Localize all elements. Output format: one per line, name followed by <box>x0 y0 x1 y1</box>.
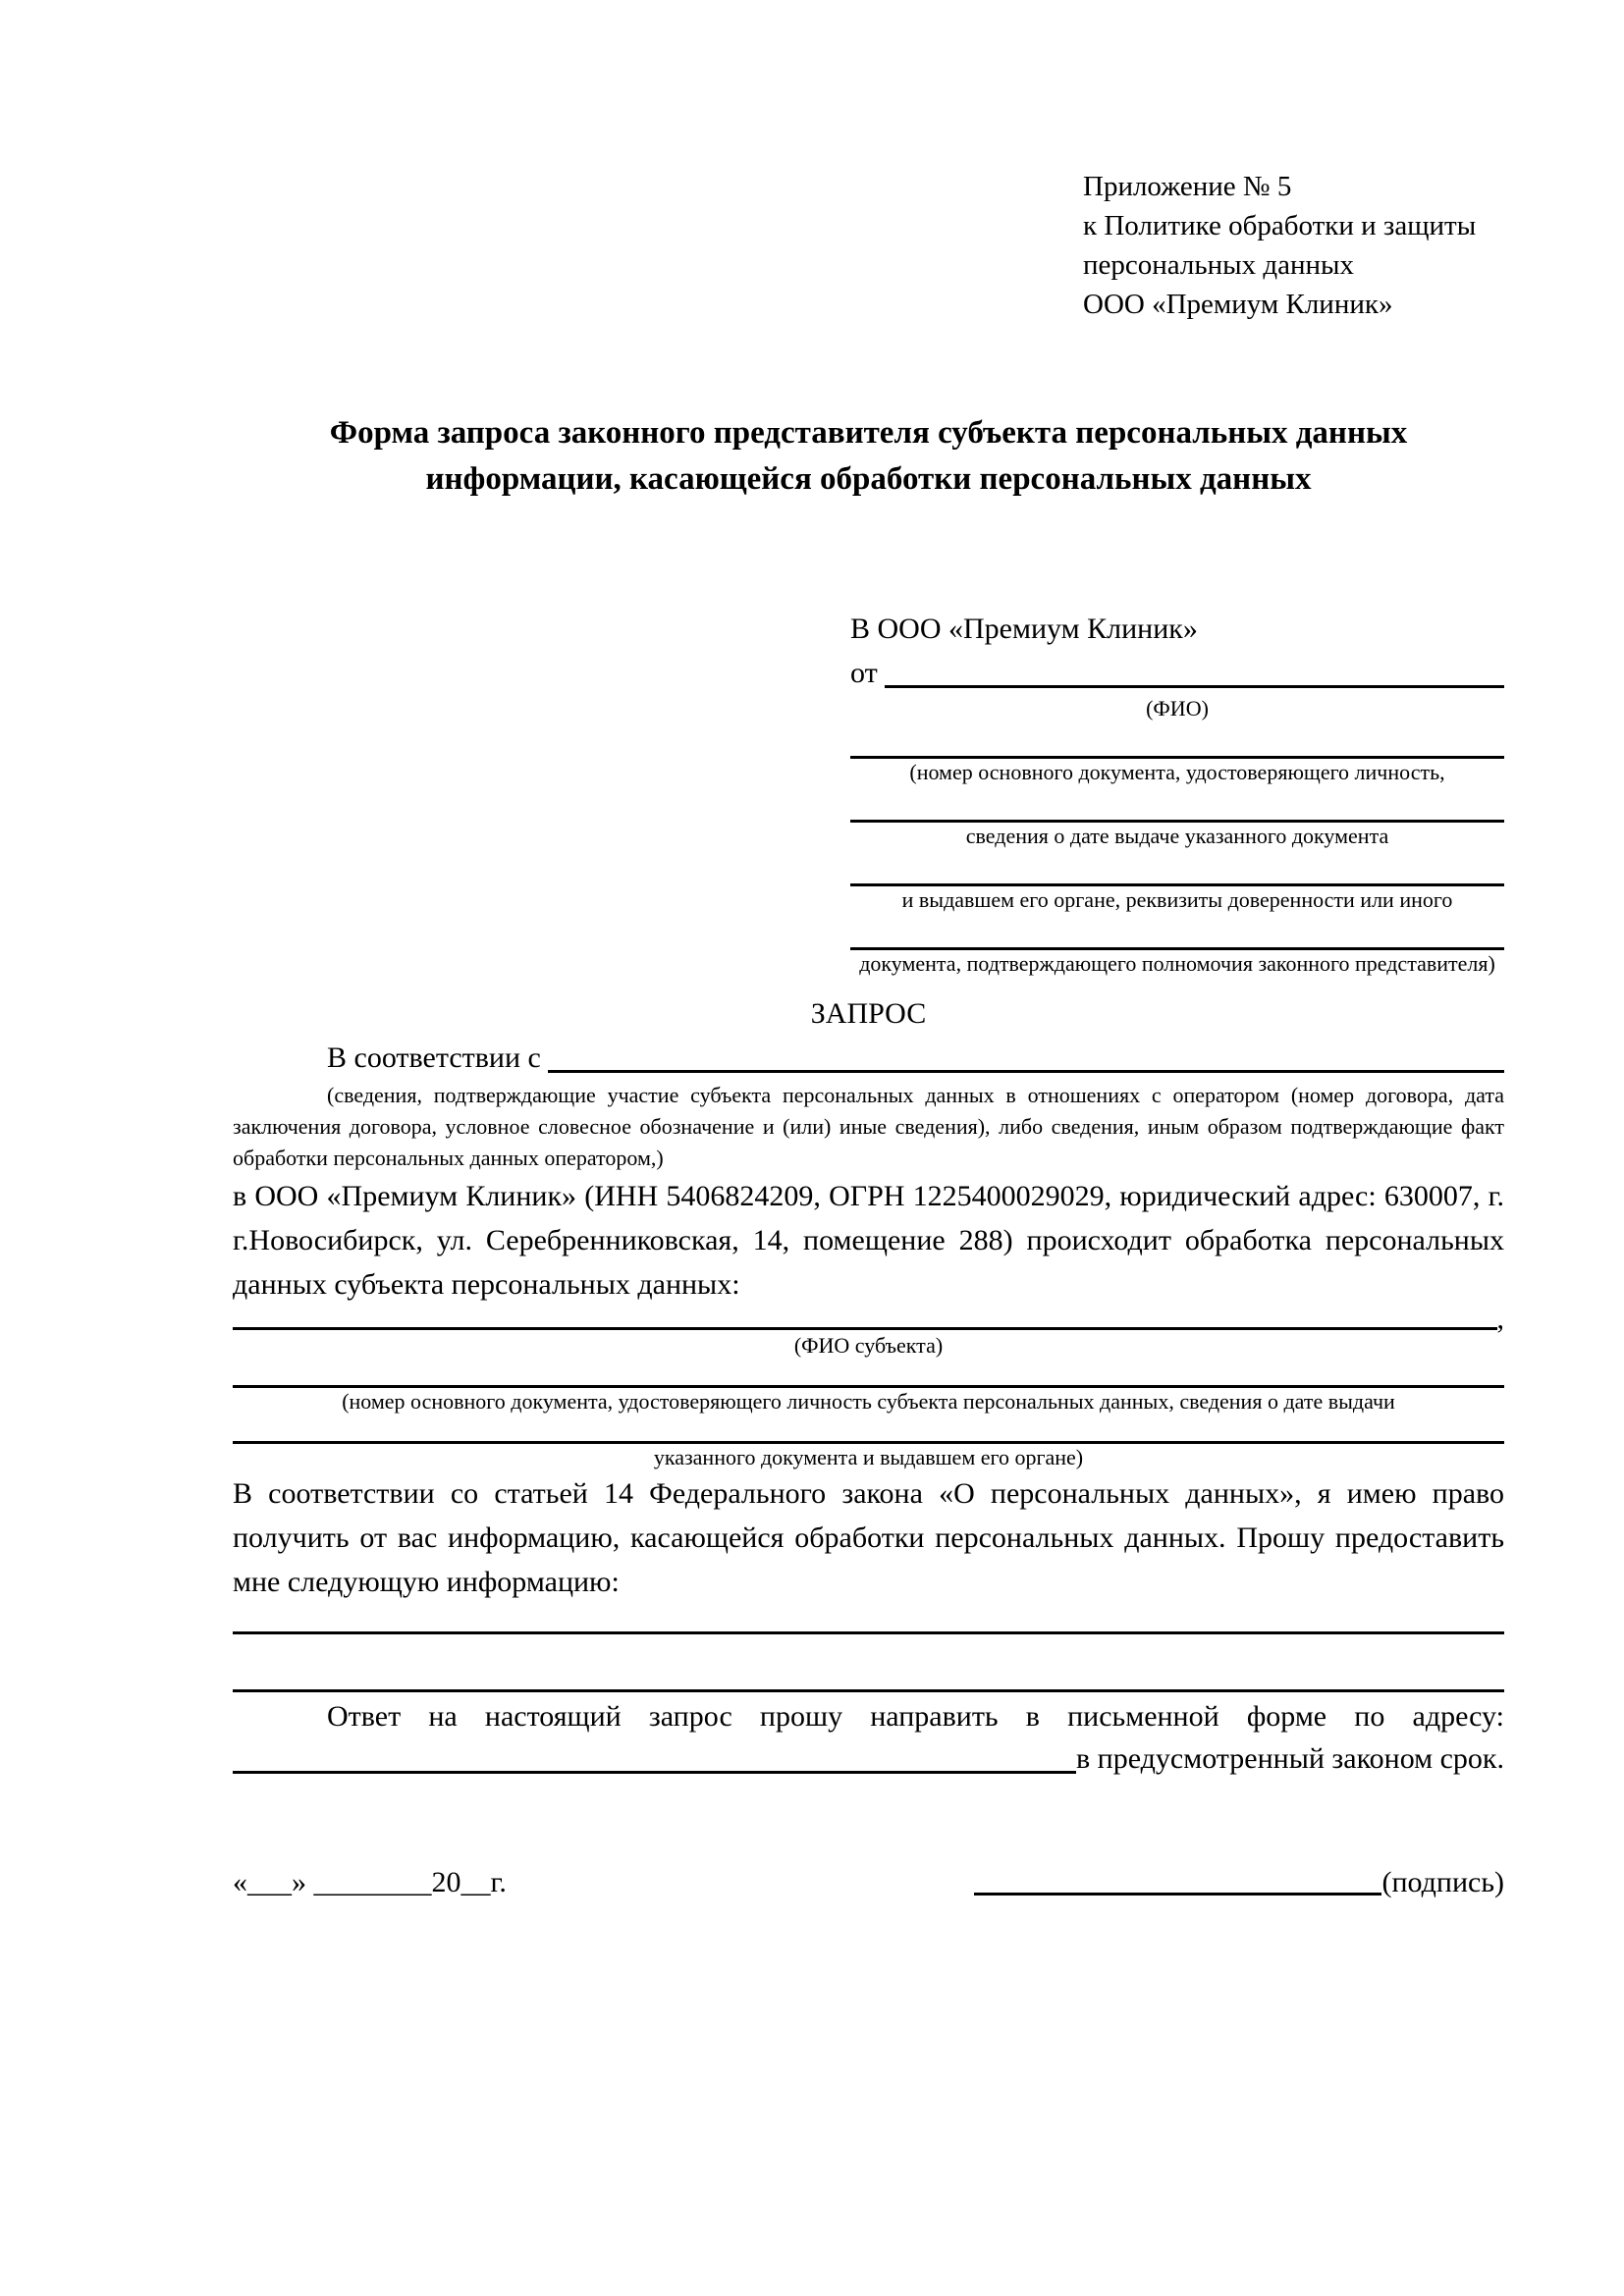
addressee-block <box>850 607 1504 978</box>
caption-subject-doc-1: (номер основного документа, удостоверяющего личность субъекта персональных данных, сведения о дате выдачи <box>342 1389 1395 1414</box>
from-label: от <box>850 657 886 689</box>
from-blank-field <box>885 651 1504 695</box>
accordance-row <box>233 1036 1504 1080</box>
subject-section <box>233 1303 1504 1471</box>
accordance-blank-field <box>548 1036 1504 1080</box>
caption-representative-doc-2: сведения о дате выдаче указанного документа <box>965 824 1389 848</box>
signature-caption: (подпись) <box>1381 1866 1504 1898</box>
information-blank-line-2 <box>233 1689 1504 1692</box>
caption-subject-fio: (ФИО субъекта) <box>793 1333 944 1358</box>
subject-fio-row <box>233 1303 1504 1335</box>
reply-address-row <box>233 1738 1504 1780</box>
caption-representative-doc-1: (номер основного документа, удостоверяющего личность, <box>909 760 1445 784</box>
appendix-line: персональных данных <box>1083 249 1355 281</box>
document-title-line-1: Форма запроса законного представителя субъекта персональных данных <box>329 415 1408 451</box>
addressee-organization: В ООО «Премиум Клиник» <box>850 613 1198 645</box>
appendix-line: к Политике обработки и защиты <box>1083 210 1477 241</box>
appendix-line: ООО «Премиум Клиник» <box>1083 289 1393 320</box>
law-paragraph: В соответствии со статьей 14 Федерального закона «О персональных данных», я имею право получить от вас информацию, касающейся обработки персональных данных. Прошу предоставить мне следующую информацию: <box>233 1477 1504 1598</box>
caption-subject-doc-2: указанного документа и выдавшем его органе) <box>653 1445 1084 1469</box>
appendix-line: Приложение № 5 <box>1083 171 1292 202</box>
caption-representative-doc-3: и выдавшем его органе, реквизиты доверенности или иного <box>901 887 1453 912</box>
from-row <box>850 651 1504 695</box>
trailing-comma: , <box>1496 1303 1504 1335</box>
accordance-label: В соответствии с <box>327 1041 549 1074</box>
caption-representative-doc-4: документа, подтверждающего полномочия законного представителя) <box>859 951 1495 976</box>
request-heading: ЗАПРОС <box>810 997 927 1030</box>
information-blank-line-1 <box>233 1631 1504 1634</box>
date-line: «___» ________20__г. <box>233 1866 507 1898</box>
caption-fio: (ФИО) <box>1146 696 1209 721</box>
accordance-caption: (сведения, подтверждающие участие субъекта персональных данных в отношениях с оператором (номер договора, дата заключения договора, условное словесное обозначение и (или) иные сведения), либо сведения, иным образом подтверждающие факт обработки персональных данных оператором,) <box>233 1083 1504 1170</box>
document-title-line-2: информации, касающейся обработки персональных данных <box>425 461 1312 497</box>
appendix-block <box>1083 167 1504 324</box>
reply-line: Ответ на настоящий запрос прошу направить в письменной форме по адресу: <box>327 1700 1504 1733</box>
reply-tail: в предусмотренный законом срок. <box>1076 1742 1504 1775</box>
date-signature-row <box>233 1860 1504 1904</box>
signature-blank-line <box>974 1893 1381 1896</box>
operator-paragraph: в ООО «Премиум Клиник» (ИНН 5406824209, ОГРН 1225400029029, юридический адрес: 630007, г. г.Новосибирск, ул. Серебренниковская, 14, помещение 288) происходит обработка персональных данных субъекта персональных данных: <box>233 1180 1504 1301</box>
reply-address-blank-field <box>233 1738 1076 1780</box>
document-title <box>233 410 1504 503</box>
subject-fio-blank-field <box>233 1307 1497 1332</box>
